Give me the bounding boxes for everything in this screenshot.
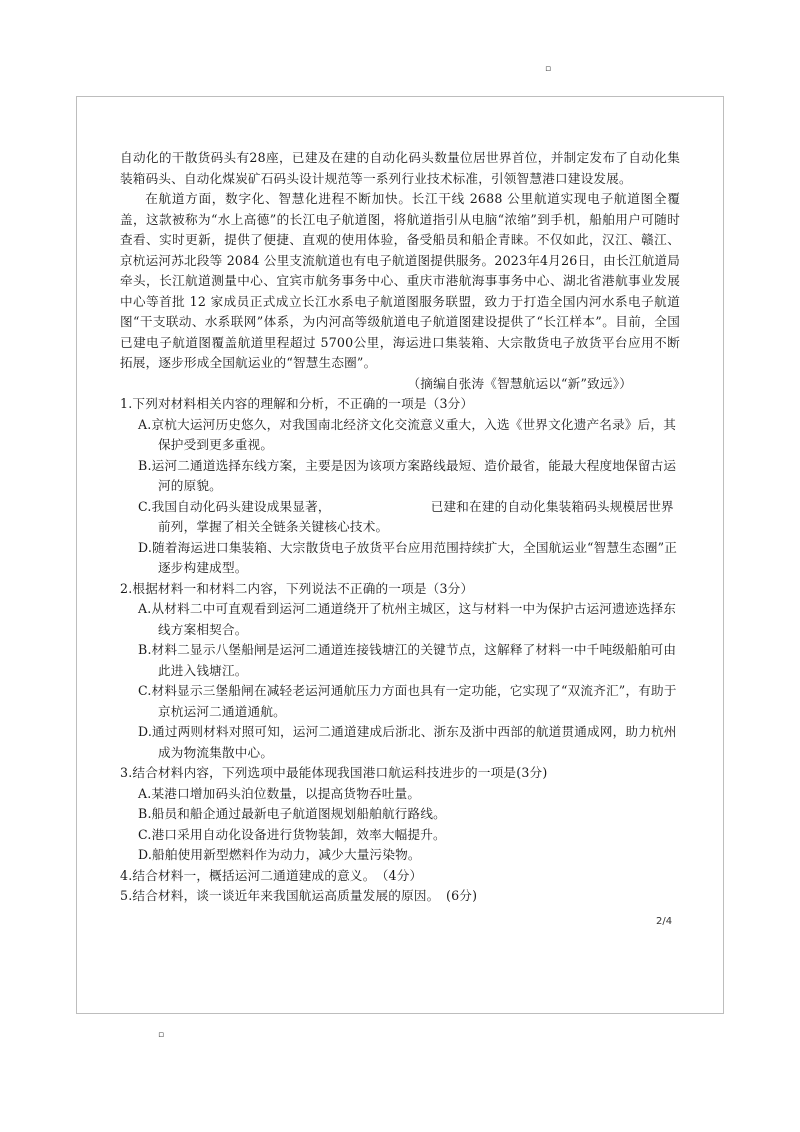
question-1-stem: 1.下列对材料相关内容的理解和分析，不正确的一项是（3分）: [120, 396, 474, 411]
question-4-stem: 4.结合材料一，概括运河二通道建成的意义。 （4分）: [120, 867, 423, 883]
question-3-option-a: A.某港口增加码头泊位数量，以提高货物吞吐量。: [138, 785, 421, 801]
question-2-option-c: C.材料显示三堡船闸在减轻老运河通航压力方面也具有一定功能，它实现了“双流齐汇”，有助于京杭运河二通道通航。: [138, 683, 677, 719]
question-1-option-d: D.随着海运进口集装箱、大宗散货电子放货平台应用范围持续扩大，全国航运业“智慧生态圈”正逐步构建成型。: [138, 539, 678, 575]
question-1-option-c-start: C.我国自动化码头建设成果显著，: [138, 498, 331, 514]
page-number: 2/4: [656, 916, 673, 927]
question-2-stem: 2.根据材料一和材料二内容，下列说法不正确的一项是（3分）: [120, 580, 474, 596]
question-1-option-a: A.京杭大运河历史悠久，对我国南北经济文化交流意义重大，入选《世界文化遗产名录》后，其保护受到更多重视。: [138, 416, 677, 452]
question-3-option-c: C.港口采用自动化设备进行货物装卸，效率大幅提升。: [138, 826, 446, 842]
passage-source: （摘编自张涛《智慧航运以“新”致远》）: [407, 375, 632, 391]
question-2-option-a: A.从材料二中可直观看到运河二通道绕开了杭州主城区，这与材料一中为保护古运河遗迹选择东线方案相契合。: [138, 601, 677, 637]
question-3-option-b: B.船员和船企通过最新电子航道图规划船舶航行路线。: [138, 806, 446, 821]
question-5-stem: 5.结合材料，谈一谈近年来我国航运高质量发展的原因。 (6分): [120, 888, 478, 903]
top-mark: ▫: [545, 64, 552, 74]
question-1-option-b: B.运河二通道选择东线方案，主要是因为该项方案路线最短、造价最省，能最大程度地保留古运河的原貌。: [138, 457, 677, 493]
document-body: [120, 148, 680, 907]
question-2-option-d: D.通过两则材料对照可知，运河二通道建成后浙北、浙东及浙中西部的航道贯通成网，助力杭州成为物流集散中心。: [138, 724, 677, 760]
passage-paragraph-1: 自动化的干散货码头有28座，已建及在建的自动化码头数量位居世界首位，并制定发布了自动化集装箱码头、自动化煤炭矿石码头设计规范等一系列行业技术标准，引领智慧港口建设发展。: [120, 150, 680, 186]
bottom-mark: ▫: [158, 1030, 165, 1040]
question-1-option-c: [138, 497, 680, 538]
passage-paragraph-2: 在航道方面，数字化、智慧化进程不断加快。长江干线 2688 公里航道实现电子航道图全覆盖，这款被称为“水上高德”的长江电子航道图，将航道指引从电脑“浓缩”到手机，船舶用户可随时查看、实时更新，提供了便捷、直观的使用体验，备受船员和船企青睐。不仅如此，汉江、赣江、京杭运河苏北段等 2084 公里支流航道也有电子航道图提供服务。2023年4月26日，由长江航道局牵头，长江航道测量中心、宜宾市航务事务中心、重庆市港航海事事务中心、湖北省港航事业发展中心等首批 12 家成员正式成立长江水系电子航道图服务联盟，致力于打造全国内河水系电子航道图“干支联动、水系联网”体系，为内河高等级航道电子航道图建设提供了“长江样本”。目前，全国已建电子航道图覆盖航道里程超过 5700公里，海运进口集装箱、大宗散货电子放货平台应用不断拓展，逐步形成全国航运业的“智慧生态圈”。: [120, 191, 680, 370]
question-3-option-d: D.船舶使用新型燃料作为动力，减少大量污染物。: [138, 847, 421, 862]
question-2-option-b: B.材料二显示八堡船闸是运河二通道连接钱塘江的关键节点，这解释了材料一中千吨级船舶可由此进入钱塘江。: [138, 642, 677, 678]
question-1-option-c-rest: 已建和在建的自动化集装箱码头规模居世界前列，掌握了相关全链条关键核心技术。: [158, 498, 674, 534]
question-3-stem: 3.结合材料内容，下列选项中最能体现我国港口航运科技进步的一项是(3分): [120, 765, 548, 780]
